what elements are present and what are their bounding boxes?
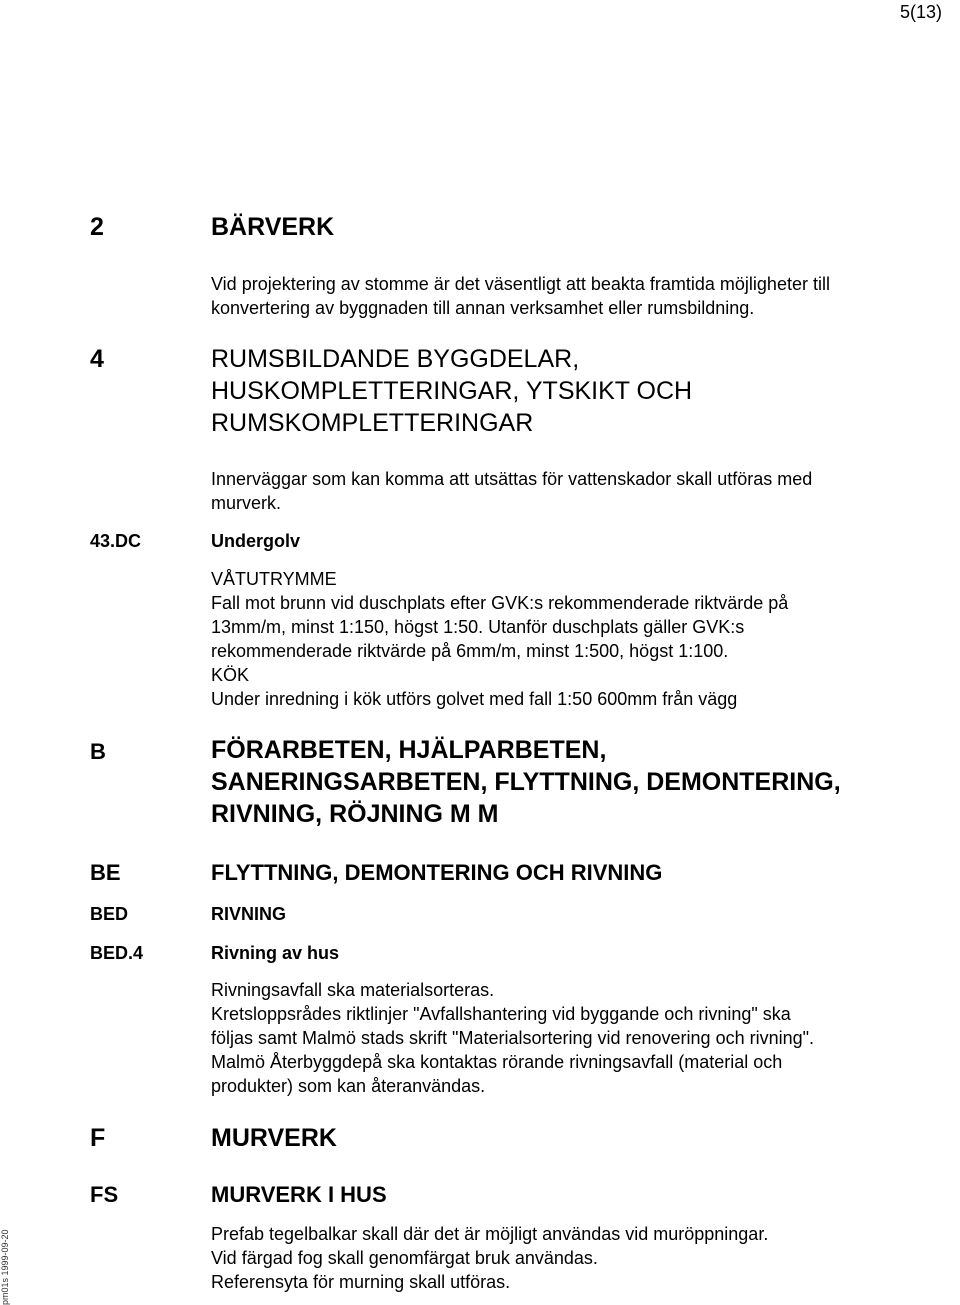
text-line: Rivningsavfall ska materialsorteras.: [211, 980, 495, 1000]
text-line: Kretsloppsrådes riktlinjer "Avfallshantering vid byggande och rivning" ska: [211, 1004, 791, 1024]
text-line: Referensyta för murning skall utföras.: [211, 1272, 511, 1292]
section-code-2: 2: [90, 213, 104, 241]
section-body-undergolv: [211, 567, 911, 711]
section-code-fs: FS: [90, 1182, 119, 1207]
section-title-murverk: MURVERK: [211, 1124, 337, 1152]
section-code-43dc: 43.DC: [90, 531, 142, 551]
section-body-barverk: [211, 272, 911, 320]
section-title-murverk-i-hus: MURVERK I HUS: [211, 1182, 387, 1207]
text-line: rekommenderade riktvärde på 6mm/m, minst 1:500, högst 1:100.: [211, 641, 729, 661]
title-line: HUSKOMPLETTERINGAR, YTSKIKT OCH: [211, 377, 693, 405]
section-code-bed: BED: [90, 904, 129, 924]
section-code-4: 4: [90, 345, 104, 373]
title-line: RUMSKOMPLETTERINGAR: [211, 409, 534, 437]
text-line: Vid projektering av stomme är det väsentligt att beakta framtida möjligheter till: [211, 274, 830, 294]
section-title-flyttning: FLYTTNING, DEMONTERING OCH RIVNING: [211, 860, 663, 885]
section-title-rivning: RIVNING: [211, 904, 287, 924]
section-body-rivning-av-hus: [211, 978, 911, 1098]
section-title-undergolv: Undergolv: [211, 531, 301, 551]
side-stamp: [0, 1220, 14, 1305]
text-line: Prefab tegelbalkar skall där det är möjligt användas vid muröppningar.: [211, 1224, 769, 1244]
text-line: följas samt Malmö stads skrift "Materialsortering vid renovering och rivning".: [211, 1028, 814, 1048]
title-line: RIVNING, RÖJNING M M: [211, 800, 499, 828]
section-title-rivning-av-hus: Rivning av hus: [211, 943, 340, 963]
title-line: SANERINGSARBETEN, FLYTTNING, DEMONTERING,: [211, 768, 841, 796]
section-code-b: B: [90, 739, 106, 764]
text-line: Under inredning i kök utförs golvet med fall 1:50 600mm från vägg: [211, 689, 738, 709]
subheading-vatutrymme: VÅTUTRYMME: [211, 569, 337, 589]
section-code-f: F: [90, 1124, 106, 1152]
text-line: Innerväggar som kan komma att utsättas för vattenskador skall utföras med: [211, 469, 813, 489]
section-title-forarbeten: [211, 734, 911, 830]
text-line: Vid färgad fog skall genomfärgat bruk användas.: [211, 1248, 598, 1268]
page-number: 5(13): [899, 2, 942, 22]
side-stamp-text: pm01s 1999-09-20: [0, 1229, 10, 1305]
section-code-be: BE: [90, 860, 121, 885]
section-code-bed4: BED.4: [90, 943, 144, 963]
text-line: produkter) som kan återanvändas.: [211, 1076, 486, 1096]
text-line: Malmö Återbyggdepå ska kontaktas rörande rivningsavfall (material och: [211, 1052, 783, 1072]
section-body-rumsbildande: [211, 467, 911, 515]
text-line: 13mm/m, minst 1:150, högst 1:50. Utanför duschplats gäller GVK:s: [211, 617, 745, 637]
text-line: Fall mot brunn vid duschplats efter GVK:s rekommenderade riktvärde på: [211, 593, 789, 613]
text-line: konvertering av byggnaden till annan verksamhet eller rumsbildning.: [211, 298, 755, 318]
subheading-kok: KÖK: [211, 665, 250, 685]
section-title-barverk: BÄRVERK: [211, 213, 335, 241]
title-line: RUMSBILDANDE BYGGDELAR,: [211, 345, 580, 373]
text-line: murverk.: [211, 493, 282, 513]
title-line: FÖRARBETEN, HJÄLPARBETEN,: [211, 736, 607, 764]
section-body-murverk-i-hus: [211, 1222, 911, 1294]
section-title-rumsbildande: [211, 343, 911, 439]
